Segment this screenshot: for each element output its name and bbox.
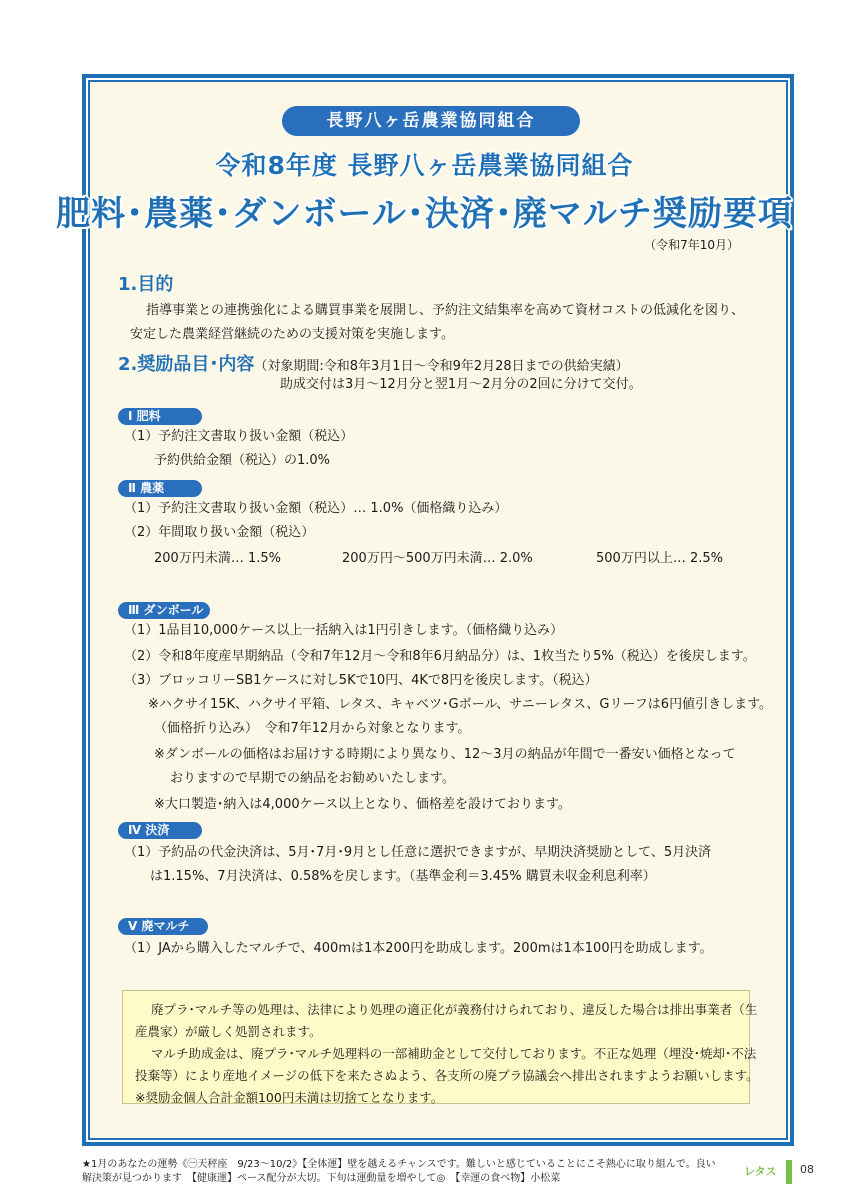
footer-line-2: 解決策が見つかります 【健康運】ペース配分が大切。下旬は運動量を増やして◎ 【幸運の食べ物】小松菜 bbox=[82, 1173, 561, 1184]
page-number: 08 bbox=[800, 1163, 814, 1176]
agro-line-2: （2）年間取り扱い金額（税込） bbox=[124, 525, 315, 540]
fert-line-1: （1）予約注文書取り扱い金額（税込） bbox=[124, 429, 354, 444]
issue-date: （令和7年10月） bbox=[644, 238, 739, 252]
section-items-title: 2.奨励品目･内容 bbox=[118, 354, 255, 375]
agro-line-1: （1）予約注文書取り扱い金額（税込）… 1.0%（価格織り込み） bbox=[124, 501, 508, 516]
box-note-2: （価格折り込み） 令和7年12月から対象となります。 bbox=[154, 721, 471, 736]
badge-pesticide: Ⅱ 農薬 bbox=[118, 480, 202, 497]
agro-tier-1: 200万円未満… 1.5% bbox=[154, 551, 281, 566]
badge-payment: Ⅳ 決済 bbox=[118, 822, 202, 839]
page-title-line1: 令和8年度 長野八ヶ岳農業協同組合 bbox=[215, 151, 634, 180]
mulch-line-1: （1）JAから購入したマルチで、400mは1本200円を助成します。200mは1本100円を助成します。 bbox=[124, 941, 713, 956]
purpose-line-1: 指導事業との連携強化による購買事業を展開し、予約注文結集率を高めて資材コストの低減化を図り、 bbox=[146, 303, 745, 318]
badge-waste-mulch: Ⅴ 廃マルチ bbox=[118, 918, 208, 935]
notice-line-4: 投棄等）により産地イメージの低下を来たさぬよう、各支所の廃プラ協議会へ排出されますようお願いします。 bbox=[135, 1068, 759, 1083]
target-period: （対象期間:令和8年3月1日～令和9年2月28日までの供給実績） bbox=[254, 359, 629, 374]
agro-tier-3: 500万円以上… 2.5% bbox=[596, 551, 723, 566]
badge-cardboard: Ⅲ ダンボール bbox=[118, 602, 210, 619]
box-line-3: （3）ブロッコリーSB1ケースに対し5Kで10円、4Kで8円を後戻します。（税込） bbox=[124, 673, 598, 688]
box-note-5: ※大口製造･納入は4,000ケース以上となり、価格差を設けております。 bbox=[154, 797, 571, 812]
section-purpose-heading: 1.目的 bbox=[118, 274, 174, 295]
notice-line-1: 廃プラ･マルチ等の処理は、法律により処理の適正化が義務付けられており、違反した場合は排出事業者（生 bbox=[151, 1002, 758, 1017]
notice-line-2: 産農家）が厳しく処罰されます。 bbox=[135, 1024, 322, 1039]
purpose-line-2: 安定した農業経営継続のための支援対策を実施します。 bbox=[130, 327, 454, 342]
box-line-1: （1）1品目10,000ケース以上一括納入は1円引きします。（価格織り込み） bbox=[124, 623, 564, 638]
magazine-brand: レタス bbox=[744, 1165, 777, 1178]
footer-line-1: ★1月のあなたの運勢《㊀天秤座 9/23～10/2》【全体運】壁を越えるチャンスです。難しいと感じていることにこそ熱心に取り組んで。良い bbox=[82, 1159, 716, 1170]
notice-line-5: ※奨励金個人合計金額100円未満は切捨てとなります。 bbox=[135, 1090, 444, 1105]
horoscope-footer bbox=[82, 1158, 722, 1186]
box-note-3: ※ダンボールの価格はお届けする時期により異なり、12～3月の納品が年間で一番安い価格となって bbox=[154, 747, 736, 762]
fert-line-2: 予約供給金額（税込）の1.0% bbox=[154, 453, 331, 468]
page-accent-bar bbox=[786, 1160, 792, 1184]
grant-schedule: 助成交付は3月～12月分と翌1月～2月分の2回に分けて交付。 bbox=[280, 377, 642, 392]
box-line-2: （2）令和8年度産早期納品（令和7年12月～令和8年6月納品分）は、1枚当たり5%（税込）を後戻します。 bbox=[124, 649, 756, 664]
page-title-line2: 肥料･農薬･ダンボール･決済･廃マルチ奨励要項 bbox=[56, 194, 793, 234]
badge-fertilizer: Ⅰ 肥料 bbox=[118, 408, 202, 425]
agro-tier-2: 200万円～500万円未満… 2.0% bbox=[342, 551, 533, 566]
pay-line-1: （1）予約品の代金決済は、5月･7月･9月とし任意に選択できますが、早期決済奨励として、5月決済 bbox=[124, 845, 712, 860]
pay-line-2: は1.15%、7月決済は、0.58%を戻します。（基準金利＝3.45% 購買未収金利息利率） bbox=[150, 869, 656, 884]
box-note-4: おりますので早期での納品をお勧めいたします。 bbox=[170, 771, 455, 786]
org-banner: 長野八ヶ岳農業協同組合 bbox=[282, 106, 580, 136]
box-note-1: ※ハクサイ15K、ハクサイ平箱、レタス、キャベツ･Gボール、サニーレタス、Gリーフは6円値引きします。 bbox=[148, 697, 773, 712]
notice-line-3: マルチ助成金は、廃プラ･マルチ処理料の一部補助金として交付しております。不正な処理（埋没･焼却･不法 bbox=[151, 1046, 757, 1061]
section-items-heading bbox=[118, 350, 629, 376]
disposal-notice-box bbox=[122, 990, 759, 1105]
